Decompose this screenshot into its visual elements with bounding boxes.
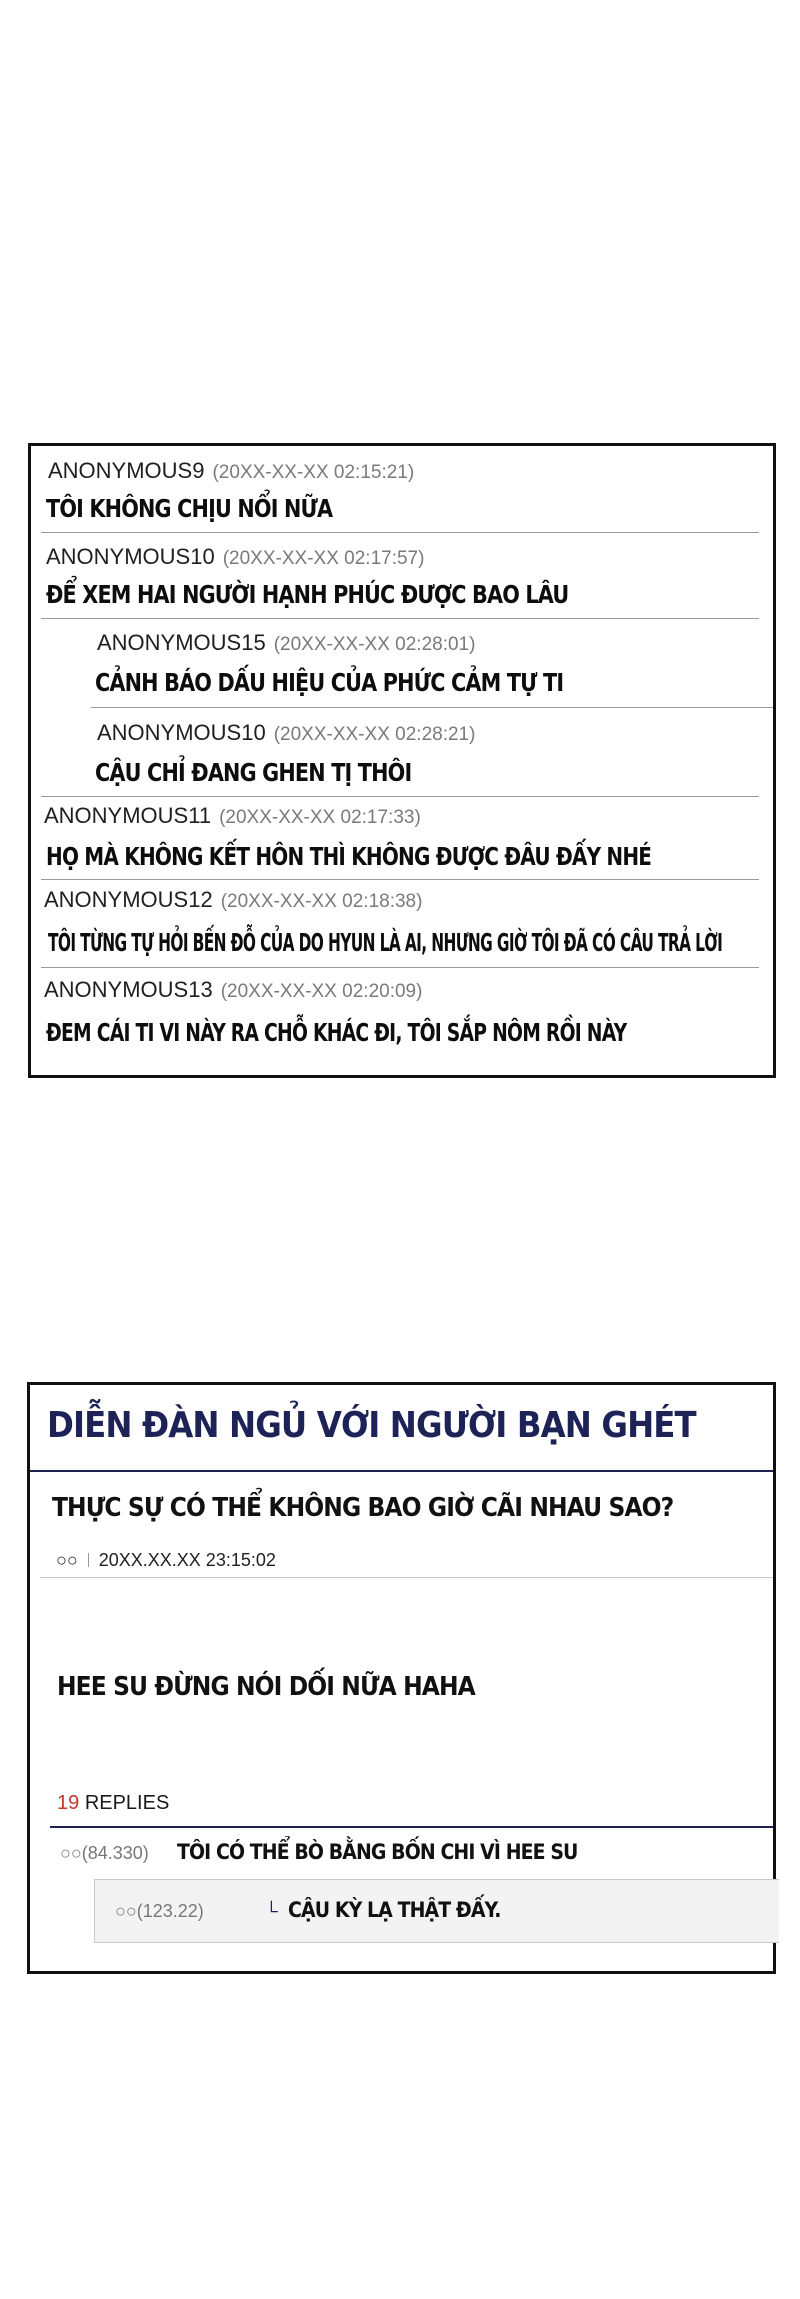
comment-text: CẢNH BÁO DẤU HIỆU CỦA PHỨC CẢM TỰ TI <box>95 668 564 697</box>
comment-timestamp: (20XX-XX-XX 02:17:57) <box>222 548 425 569</box>
comment-header <box>44 977 422 1003</box>
reply-username[interactable]: ○○(84.330) <box>60 1843 149 1863</box>
comment-text: TÔI KHÔNG CHỊU NỔI NỮA <box>46 494 333 523</box>
reply-text: CẬU KỲ LẠ THẬT ĐẤY. <box>287 1898 501 1922</box>
forum-post-panel <box>27 1382 776 1974</box>
meta-divider <box>40 1577 773 1578</box>
comment-username[interactable]: ANONYMOUS15 <box>97 630 266 655</box>
comment-header <box>44 803 421 829</box>
comment-timestamp: (20XX-XX-XX 02:17:33) <box>219 807 421 828</box>
comment-username[interactable]: ANONYMOUS11 <box>44 803 212 828</box>
nested-reply-item <box>115 1898 524 1922</box>
comment-timestamp: (20XX-XX-XX 02:18:38) <box>220 891 423 912</box>
replies-divider <box>50 1826 773 1828</box>
comment-divider <box>91 707 773 708</box>
post-author[interactable]: ○○ <box>56 1550 78 1570</box>
post-subject: THỰC SỰ CÓ THỂ KHÔNG BAO GIỜ CÃI NHAU SAO? <box>52 1493 674 1523</box>
comment-text: TÔI TỪNG TỰ HỎI BẾN ĐỖ CỦA DO HYUN LÀ AI, NHƯNG GIỜ TÔI ĐÃ CÓ CÂU TRẢ LỜI <box>48 928 723 957</box>
comment-divider <box>41 532 759 533</box>
comment-text: HỌ MÀ KHÔNG KẾT HÔN THÌ KHÔNG ĐƯỢC ĐÂU ĐẤY NHÉ <box>46 842 652 871</box>
reply-username[interactable]: ○○(123.22) <box>115 1901 204 1921</box>
comment-header <box>44 887 422 913</box>
comment-header <box>48 458 414 484</box>
reply-arrow-icon: └ <box>265 1901 278 1921</box>
comment-username[interactable]: ANONYMOUS13 <box>44 977 213 1002</box>
comment-username[interactable]: ANONYMOUS9 <box>48 458 205 483</box>
reply-item[interactable] <box>60 1840 622 1864</box>
comment-text: ĐỂ XEM HAI NGƯỜI HẠNH PHÚC ĐƯỢC BAO LÂU <box>46 580 569 609</box>
comment-header <box>97 630 475 656</box>
comment-divider <box>41 618 759 619</box>
reply-text: TÔI CÓ THỂ BÒ BẰNG BỐN CHI VÌ HEE SU <box>177 1840 578 1864</box>
post-body: HEE SU ĐỪNG NÓI DỐI NỮA HAHA <box>57 1672 475 1702</box>
comment-header <box>46 544 424 570</box>
title-divider <box>30 1470 773 1472</box>
nested-reply[interactable] <box>94 1879 779 1943</box>
replies-count: 19 <box>57 1792 80 1814</box>
comment-username[interactable]: ANONYMOUS10 <box>97 720 266 745</box>
post-meta <box>56 1550 276 1571</box>
comment-username[interactable]: ANONYMOUS10 <box>46 544 215 569</box>
comment-timestamp: (20XX-XX-XX 02:28:01) <box>273 634 476 655</box>
comment-text: CẬU CHỈ ĐANG GHEN TỊ THÔI <box>95 758 412 787</box>
comment-timestamp: (20XX-XX-XX 02:28:21) <box>273 724 476 745</box>
comment-divider <box>41 967 759 968</box>
comment-divider <box>41 879 759 880</box>
replies-label: REPLIES <box>84 1792 170 1814</box>
forum-title[interactable]: DIỄN ĐÀN NGỦ VỚI NGƯỜI BẠN GHÉT <box>47 1405 696 1446</box>
comment-timestamp: (20XX-XX-XX 02:15:21) <box>212 462 415 483</box>
comment-username[interactable]: ANONYMOUS12 <box>44 887 213 912</box>
comment-panel <box>28 443 776 1078</box>
post-date: 20XX.XX.XX 23:15:02 <box>98 1550 276 1570</box>
meta-separator <box>88 1553 89 1567</box>
comment-header <box>97 720 475 746</box>
comment-timestamp: (20XX-XX-XX 02:20:09) <box>220 981 423 1002</box>
comment-divider <box>41 796 759 797</box>
comment-text: ĐEM CÁI TI VI NÀY RA CHỖ KHÁC ĐI, TÔI SẮP NÔM RỒI NÀY <box>46 1018 627 1047</box>
replies-header <box>57 1792 169 1815</box>
